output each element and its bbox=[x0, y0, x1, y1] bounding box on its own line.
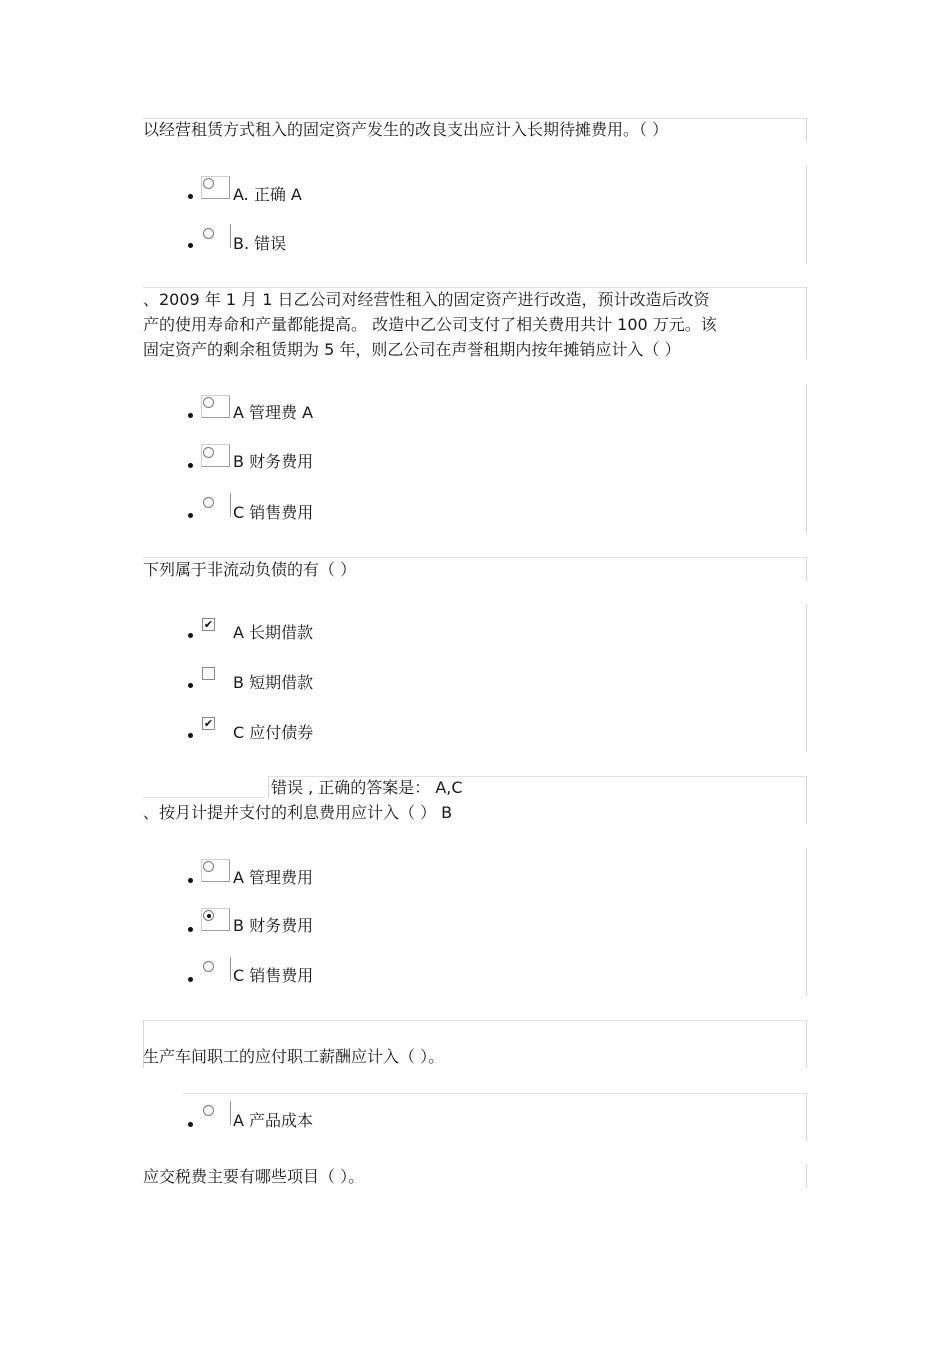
feedback-rule bbox=[143, 797, 265, 798]
option-label: B. 错误 bbox=[233, 234, 287, 253]
question-text: 应交税费主要有哪些项目（ ）。 bbox=[143, 1167, 365, 1186]
question-frame-edge bbox=[806, 118, 807, 142]
option-label: B 财务费用 bbox=[233, 452, 314, 471]
bullet-icon bbox=[188, 927, 193, 932]
separator bbox=[230, 957, 231, 981]
question-text-line: 产的使用寿命和产量都能提高。 改造中乙公司支付了相关费用共计 100 万元。该 bbox=[143, 315, 717, 334]
checkbox[interactable]: ✔ bbox=[203, 618, 214, 631]
bullet-icon bbox=[188, 513, 193, 518]
question-frame-edge bbox=[806, 287, 807, 359]
radio-button[interactable] bbox=[203, 178, 214, 189]
question-text: 以经营租赁方式租入的固定资产发生的改良支出应计入长期待摊费用。（ ） bbox=[143, 120, 669, 139]
radio-button-selected[interactable] bbox=[203, 910, 214, 921]
option-label: A 管理费 A bbox=[233, 403, 314, 422]
question-text-line: 、2009 年 1 月 1 日乙公司对经营性租入的固定资产进行改造，预计改造后改资 bbox=[143, 290, 710, 309]
options-frame-edge bbox=[806, 604, 807, 752]
question-frame bbox=[143, 1020, 807, 1021]
bullet-icon bbox=[188, 194, 193, 199]
option-label: C 销售费用 bbox=[233, 966, 314, 985]
question-frame-edge bbox=[806, 1164, 807, 1188]
option-label: B 财务费用 bbox=[233, 916, 314, 935]
options-frame bbox=[183, 1093, 807, 1094]
bullet-icon bbox=[188, 878, 193, 883]
separator bbox=[230, 493, 231, 517]
option-label: A 长期借款 bbox=[233, 623, 314, 642]
question-text: 下列属于非流动负债的有（ ） bbox=[143, 560, 357, 579]
options-frame-edge bbox=[806, 1093, 807, 1141]
bullet-icon bbox=[188, 413, 193, 418]
radio-button[interactable] bbox=[203, 961, 214, 972]
separator bbox=[230, 224, 231, 248]
option-label: B 短期借款 bbox=[233, 673, 314, 692]
option-label: A. 正确 A bbox=[233, 185, 302, 204]
bullet-icon bbox=[188, 463, 193, 468]
option-label: C 销售费用 bbox=[233, 503, 314, 522]
question-frame-edge bbox=[806, 557, 807, 581]
option-label: C 应付债券 bbox=[233, 723, 314, 742]
checkbox[interactable] bbox=[202, 667, 215, 680]
question-frame-edge bbox=[806, 1020, 807, 1068]
question-frame-edge bbox=[806, 776, 807, 824]
bullet-icon bbox=[188, 633, 193, 638]
answer-feedback: 错误 , 正确的答案是： A,C bbox=[271, 778, 463, 797]
separator bbox=[230, 1101, 231, 1125]
radio-button[interactable] bbox=[203, 1105, 214, 1116]
question-text-line: 固定资产的剩余租赁期为 5 年，则乙公司在声誉租期内按年摊销应计入（ ） bbox=[143, 340, 681, 359]
radio-button[interactable] bbox=[203, 861, 214, 872]
checkbox[interactable]: ✔ bbox=[203, 717, 214, 730]
options-frame-edge bbox=[806, 384, 807, 534]
radio-button[interactable] bbox=[203, 447, 214, 458]
option-label: A 产品成本 bbox=[233, 1111, 314, 1130]
bullet-icon bbox=[188, 977, 193, 982]
options-frame-edge bbox=[806, 848, 807, 996]
bullet-icon bbox=[188, 733, 193, 738]
bullet-icon bbox=[188, 1122, 193, 1127]
bullet-icon bbox=[188, 243, 193, 248]
option-label: A 管理费用 bbox=[233, 868, 314, 887]
question-text: 生产车间职工的应付职工薪酬应计入（ ）。 bbox=[143, 1047, 445, 1066]
bullet-icon bbox=[188, 683, 193, 688]
radio-button[interactable] bbox=[203, 397, 214, 408]
radio-button[interactable] bbox=[203, 497, 214, 508]
radio-button[interactable] bbox=[203, 228, 214, 239]
options-frame-edge bbox=[806, 166, 807, 264]
feedback-frame-edge bbox=[268, 776, 269, 798]
question-text: 、按月计提并支付的利息费用应计入（ ） B bbox=[143, 803, 453, 822]
